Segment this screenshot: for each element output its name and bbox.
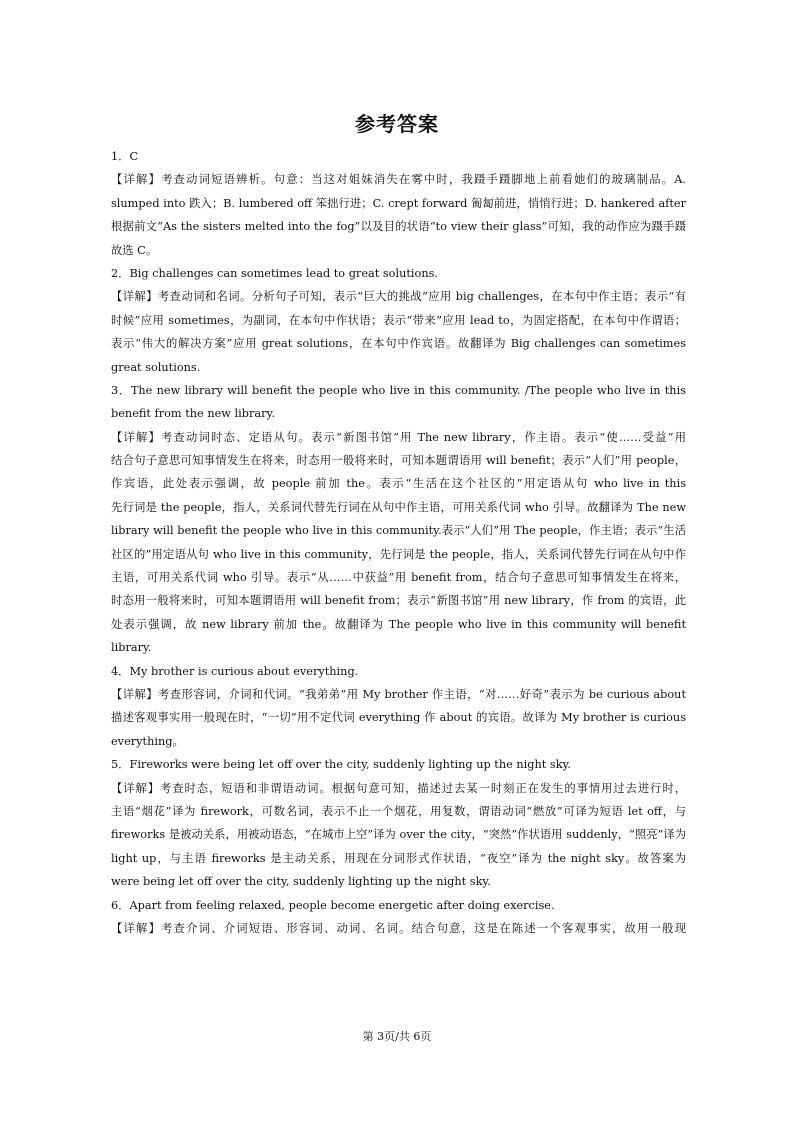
text-line: great solutions. (111, 360, 201, 374)
text-line: 根据前文“As the sisters melted into the fog”以及目的状语“to view their glass”可知，我的动作应为蹑手蹑 (111, 220, 686, 234)
text-line: 【详解】考查动词短语辨析。句意：当这对姐妹消失在雾中时，我蹑手蹑脚地上前看她们的玻璃制品。A. (111, 173, 686, 187)
text-line: 社区的”用定语从句 who live in this community，先行词是 the people，指人，关系词代替先行词在从句中作 (111, 547, 686, 561)
text-line: 【详解】考查形容词，介词和代词。“我弟弟”用 My brother 作主语，“对……好奇”表示为 be curious about (111, 687, 686, 701)
text-line: 6．Apart from feeling relaxed, people become energetic after doing exercise. (111, 898, 555, 912)
text-line: 描述客观事实用一般现在时，“一切”用不定代词 everything 作 about 的宾语。故译为 My brother is curious (111, 711, 686, 725)
text-line: 作宾语，此处表示强调，故 people 前加 the。表示“生活在这个社区的”用定语从句 who live in this (111, 477, 686, 491)
text-line: everything。 (111, 734, 184, 748)
page-title: 参考答案 (355, 112, 439, 136)
answer-content (111, 145, 686, 940)
text-line: library will benefit the people who live in this community.表示“人们”用 The people，作主语；表示“生活 (111, 524, 686, 538)
text-line: 时候”应用 sometimes，为副词，在本句中作状语；表示“带来”应用 lead to，为固定搭配，在本句中作谓语； (111, 313, 686, 327)
text-line: slumped into 跌入；B. lumbered off 笨拙行进；C. crept forward 匍匐前进，悄悄行进；D. hankered after (111, 196, 686, 210)
text-line: 2．Big challenges can sometimes lead to great solutions. (111, 266, 438, 280)
text-line: library. (111, 641, 152, 655)
text-line: 处表示强调，故 new library 前加 the。故翻译为 The people who live in this community will benefit (111, 617, 686, 631)
text-line: 【详解】考查动词和名词。分析句子可知，表示“巨大的挑战”应用 big challenges，在本句中作主语；表示“有 (111, 290, 686, 304)
text-line: 【详解】考查动词时态、定语从句。表示“新图书馆”用 The new library，作主语。表示“使……受益”用 (111, 430, 686, 444)
text-line: benefit from the new library. (111, 407, 276, 421)
text-line: 【详解】考查时态，短语和非谓语动词。根据句意可知，描述过去某一时刻正在发生的事情用过去进行时， (111, 781, 686, 795)
text-line: 主语，可用关系代词 who 引导。表示“从……中获益”用 benefit from，结合句子意思可知事情发生在将来， (111, 571, 686, 585)
text-line: were being let off over the city, suddenly lighting up the night sky. (111, 875, 491, 889)
text-line: 3．The new library will benefit the people who live in this community. /The people who live in this (111, 383, 686, 397)
text-line: fireworks 是被动关系，用被动语态，“在城市上空”译为 over the city，“突然”作状语用 suddenly，“照亮”译为 (111, 828, 686, 842)
text-line: 表示“伟大的解决方案”应用 great solutions，在本句中作宾语。故翻译为 Big challenges can sometimes (111, 337, 686, 351)
text-line: 先行词是 the people，指人，关系词代替先行词在从句中作主语，可用关系代词 who 引导。故翻译为 The new (111, 500, 686, 514)
text-line: 4．My brother is curious about everything. (111, 664, 359, 678)
text-line: 【详解】考查介词、介词短语、形容词、动词、名词。结合句意，这是在陈述一个客观事实，故用一般现 (111, 921, 686, 935)
text-line: 时态用一般将来时，可知本题谓语用 will benefit from；表示“新图书馆”用 new library，作 from 的宾语，此 (111, 594, 686, 608)
text-line: 故选 C。 (111, 243, 158, 257)
text-line: light up，与主语 fireworks 是主动关系，用现在分词形式作状语，“夜空”译为 the night sky。故答案为 (111, 851, 686, 865)
text-line: 结合句子意思可知事情发生在将来，时态用一般将来时，可知本题谓语用 will benefit；表示“人们”用 people， (111, 454, 686, 468)
text-line: 5．Fireworks were being let off over the city, suddenly lighting up the night sky. (111, 758, 572, 772)
text-line: 主语“烟花”译为 firework，可数名词，表示不止一个烟花，用复数，谓语动词“燃放”可译为短语 let off，与 (111, 804, 686, 818)
text-line: 1．C (111, 150, 139, 163)
page-footer: 第 3页/共 6页 (362, 1030, 432, 1043)
